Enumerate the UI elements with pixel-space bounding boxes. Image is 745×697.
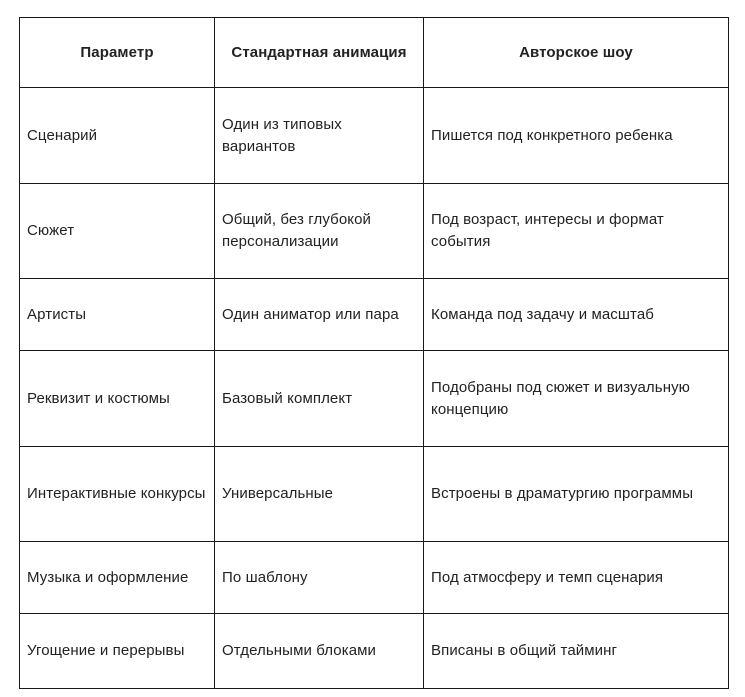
table-row: [20, 542, 729, 614]
table-cell: Угощение и перерывы: [20, 614, 215, 689]
table-cell: Встроены в драматургию программы: [424, 447, 729, 542]
table-cell: Общий, без глубокой персонализации: [215, 184, 424, 279]
table-row: [20, 88, 729, 184]
table-cell: Музыка и оформление: [20, 542, 215, 614]
table-cell: Подобраны под сюжет и визуальную концепцию: [424, 351, 729, 447]
header-standard-animation: Стандартная анимация: [215, 18, 424, 88]
table-cell: Интерактивные конкурсы: [20, 447, 215, 542]
table-cell: Отдельными блоками: [215, 614, 424, 689]
table-cell: Базовый комплект: [215, 351, 424, 447]
table-cell: Сюжет: [20, 184, 215, 279]
table-cell: Один из типовых вариантов: [215, 88, 424, 184]
table-cell: Один аниматор или пара: [215, 279, 424, 351]
table-cell: По шаблону: [215, 542, 424, 614]
comparison-table: [19, 17, 729, 689]
table-cell: Артисты: [20, 279, 215, 351]
table-cell: Под атмосферу и темп сценария: [424, 542, 729, 614]
table-row: [20, 614, 729, 689]
table-cell: Вписаны в общий тайминг: [424, 614, 729, 689]
table-cell: Пишется под конкретного ребенка: [424, 88, 729, 184]
table-cell: Команда под задачу и масштаб: [424, 279, 729, 351]
table-cell: Под возраст, интересы и формат события: [424, 184, 729, 279]
table-row: [20, 351, 729, 447]
table-header-row: [20, 18, 729, 88]
table-cell: Универсальные: [215, 447, 424, 542]
table-row: [20, 447, 729, 542]
table-row: [20, 279, 729, 351]
header-author-show: Авторское шоу: [424, 18, 729, 88]
header-parameter: Параметр: [20, 18, 215, 88]
table-row: [20, 184, 729, 279]
table-cell: Реквизит и костюмы: [20, 351, 215, 447]
table-cell: Сценарий: [20, 88, 215, 184]
